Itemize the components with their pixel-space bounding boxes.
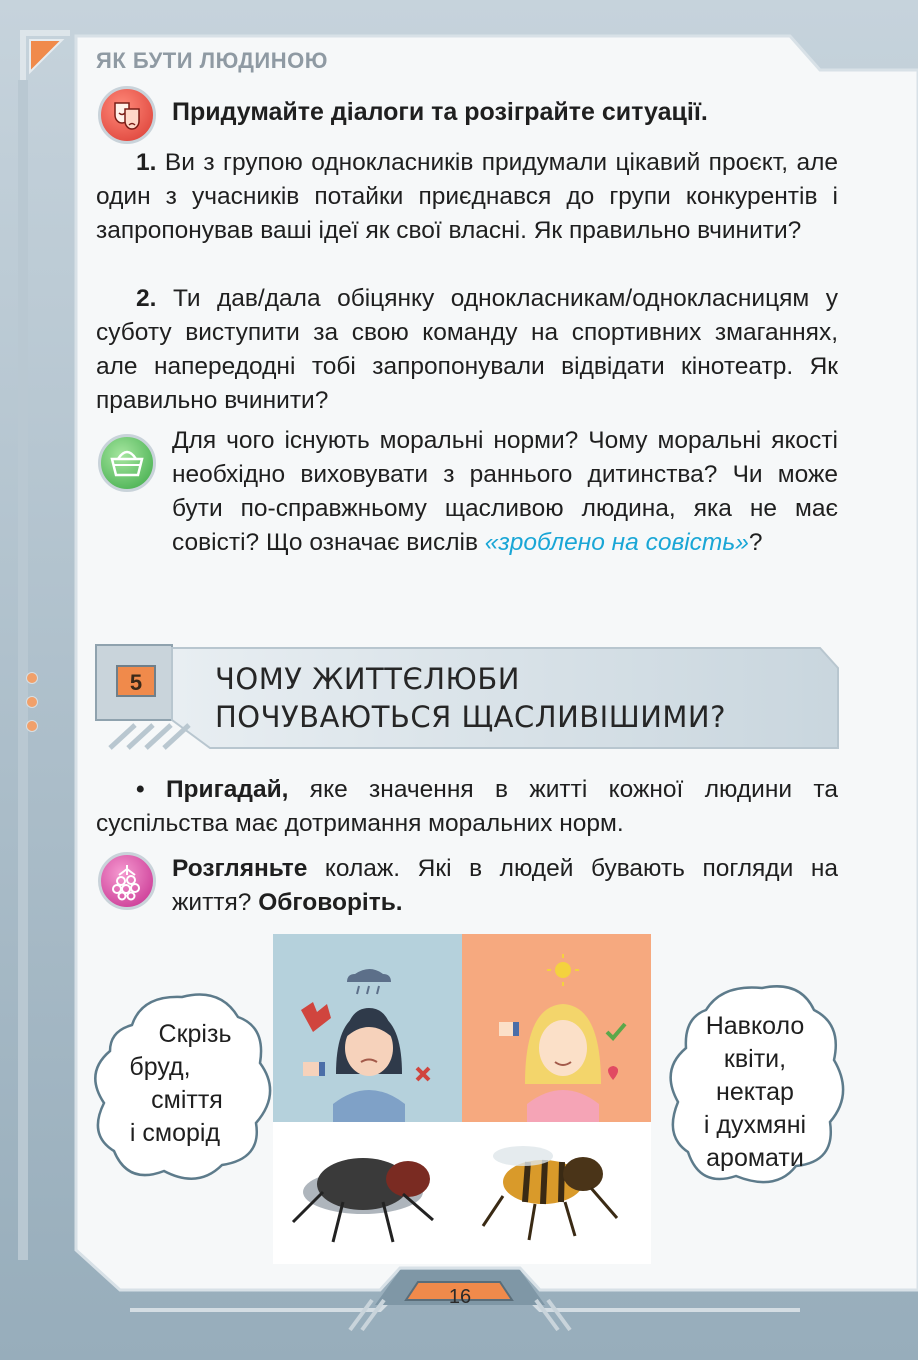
cloud-line: аромати xyxy=(706,1144,804,1172)
side-dot xyxy=(26,696,38,708)
saying-quote: «зроблено на совість» xyxy=(484,529,749,556)
section-heading xyxy=(215,660,726,736)
questions-text: Для чого існують моральні норми? Чому моральні якості необхідно виховувати з раннього дитинства? Чи може бути по-справжньому щасливою людина, яка не має совісті? Що означає вислів xyxy=(172,427,838,556)
cloud-line: сміття xyxy=(151,1086,223,1114)
berries-icon xyxy=(98,852,156,910)
cloud-line: і сморід xyxy=(129,1119,221,1147)
side-dot xyxy=(26,720,38,732)
theater-masks-icon xyxy=(98,86,156,144)
task-item-2 xyxy=(96,282,838,418)
recall-text: яке значення в житті кожної людини та суспільства має дотримання моральних норм. xyxy=(96,776,838,837)
task-title: Придумайте діалоги та розіграйте ситуації. xyxy=(172,98,708,126)
section-number: 5 xyxy=(116,665,156,697)
basket-icon xyxy=(98,434,156,492)
side-dot xyxy=(26,672,38,684)
discussion-questions xyxy=(172,424,838,560)
item-text: Ви з групою однокласників придумали цікавий проєкт, але один з учасників потайки приєднався до групи конкурентів і запропонував ваші ідеї як свої власні. Як правильно вчинити? xyxy=(96,149,838,244)
section-heading-line-2: ПОЧУВАЮТЬСЯ ЩАСЛИВІШИМИ? xyxy=(215,700,727,734)
item-number: 1. xyxy=(136,149,157,176)
section-heading-line-1: ЧОМУ ЖИТТЄЛЮБИ xyxy=(215,662,520,696)
collage-task xyxy=(172,852,838,920)
cloud-line: квіти, xyxy=(723,1045,787,1073)
cloud-line: бруд, xyxy=(129,1053,191,1081)
item-text: Ти дав/дала обіцянку однокласникам/однокласницям у суботу виступити за свою команду на спортивних змаганнях, але напередодні тобі запропонували відвідати кінотеатр. Як правильно вчинити? xyxy=(96,285,838,414)
cloud-line: нектар xyxy=(716,1078,794,1106)
recall-keyword: Пригадай, xyxy=(165,776,289,803)
task-item-1 xyxy=(96,146,838,248)
task-text: колаж. Які в людей бувають погляди на життя? xyxy=(172,855,838,916)
running-head: ЯК БУТИ ЛЮДИНОЮ xyxy=(96,48,328,73)
page-number: 16 xyxy=(448,1286,472,1308)
cloud-line: Навколо xyxy=(705,1012,805,1040)
collage-image xyxy=(273,934,651,1264)
bullet: • xyxy=(136,776,145,803)
thought-cloud-right-text xyxy=(675,1010,835,1175)
cloud-line: Скрізь xyxy=(158,1020,232,1048)
cloud-line: і духмяні xyxy=(703,1111,807,1139)
item-number: 2. xyxy=(136,285,157,312)
task-keyword-2: Обговоріть. xyxy=(258,889,403,916)
task-keyword: Розгляньте xyxy=(172,855,308,882)
recall-paragraph xyxy=(96,773,838,841)
question-mark: ? xyxy=(748,529,763,556)
thought-cloud-left-text xyxy=(100,1018,250,1150)
